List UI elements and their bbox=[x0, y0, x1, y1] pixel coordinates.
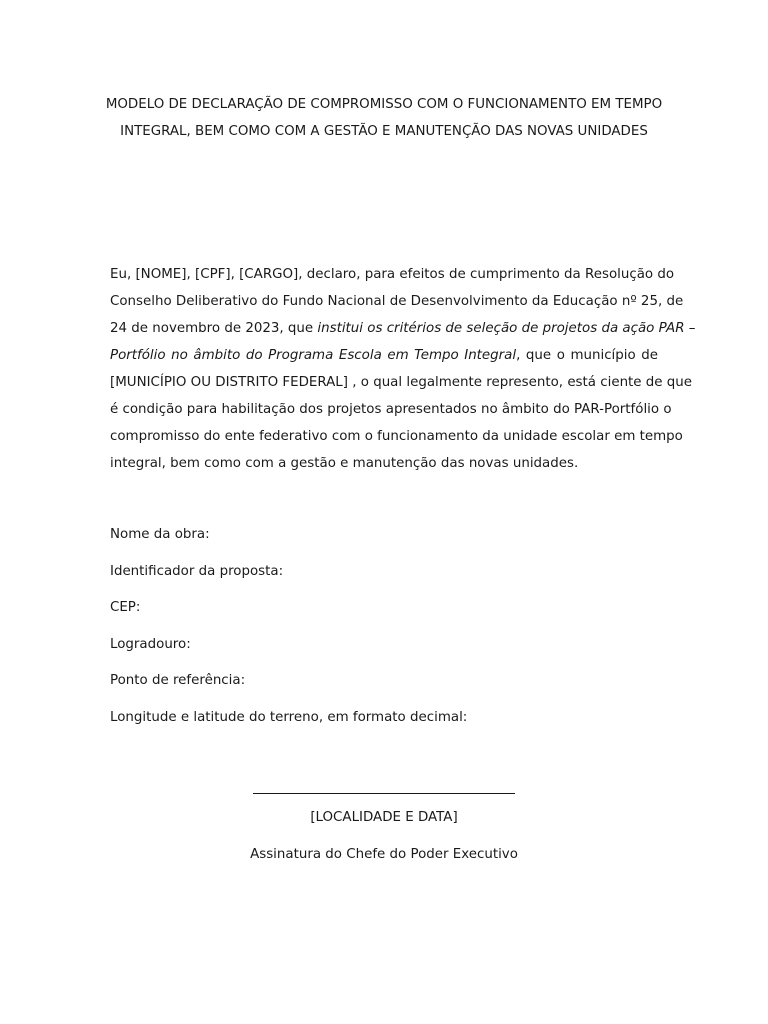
resolution-title-italic: institui os critérios de seleção de projetos da ação PAR – bbox=[317, 321, 696, 336]
paragraph-line bbox=[110, 315, 696, 342]
paragraph-line: compromisso do ente federativo com o funcionamento da unidade escolar em tempo bbox=[110, 429, 683, 444]
title-line-2: INTEGRAL, BEM COMO COM A GESTÃO E MANUTENÇÃO DAS NOVAS UNIDADES bbox=[120, 124, 648, 139]
document-title bbox=[100, 91, 668, 145]
locality-date: [LOCALIDADE E DATA] bbox=[310, 810, 458, 825]
signature-caption: Assinatura do Chefe do Poder Executivo bbox=[250, 847, 518, 862]
field-ponto-de-referencia: Ponto de referência: bbox=[110, 673, 246, 688]
paragraph-text: 24 de novembro de 2023, que bbox=[110, 321, 318, 336]
project-fields bbox=[110, 522, 467, 741]
paragraph-line: integral, bem como com a gestão e manutenção das novas unidades. bbox=[110, 456, 579, 471]
paragraph-line: Eu, [NOME], [CPF], [CARGO], declaro, para efeitos de cumprimento da Resolução do bbox=[110, 267, 675, 282]
field-nome-da-obra: Nome da obra: bbox=[110, 527, 210, 542]
declaration-paragraph bbox=[110, 261, 696, 477]
title-line-1: MODELO DE DECLARAÇÃO DE COMPROMISSO COM O FUNCIONAMENTO EM TEMPO bbox=[105, 97, 663, 112]
field-identificador-da-proposta: Identificador da proposta: bbox=[110, 563, 284, 579]
field-logradouro: Logradouro: bbox=[110, 636, 191, 652]
paragraph-line: Conselho Deliberativo do Fundo Nacional de Desenvolvimento da Educação nº 25, de bbox=[110, 294, 684, 309]
paragraph-line: [MUNICÍPIO OU DISTRITO FEDERAL] , o qual legalmente represento, está ciente de que bbox=[110, 375, 693, 390]
paragraph-line bbox=[110, 342, 658, 369]
paragraph-line: é condição para habilitação dos projetos apresentados no âmbito do PAR-Portfólio o bbox=[110, 402, 672, 417]
paragraph-text: , que o município de bbox=[516, 348, 658, 363]
field-longitude-latitude: Longitude e latitude do terreno, em formato decimal: bbox=[110, 709, 468, 725]
signature-line bbox=[253, 793, 515, 794]
field-cep: CEP: bbox=[110, 600, 141, 615]
resolution-title-italic: Portfólio no âmbito do Programa Escola em Tempo Integral bbox=[110, 348, 517, 363]
signature-block bbox=[0, 780, 768, 862]
